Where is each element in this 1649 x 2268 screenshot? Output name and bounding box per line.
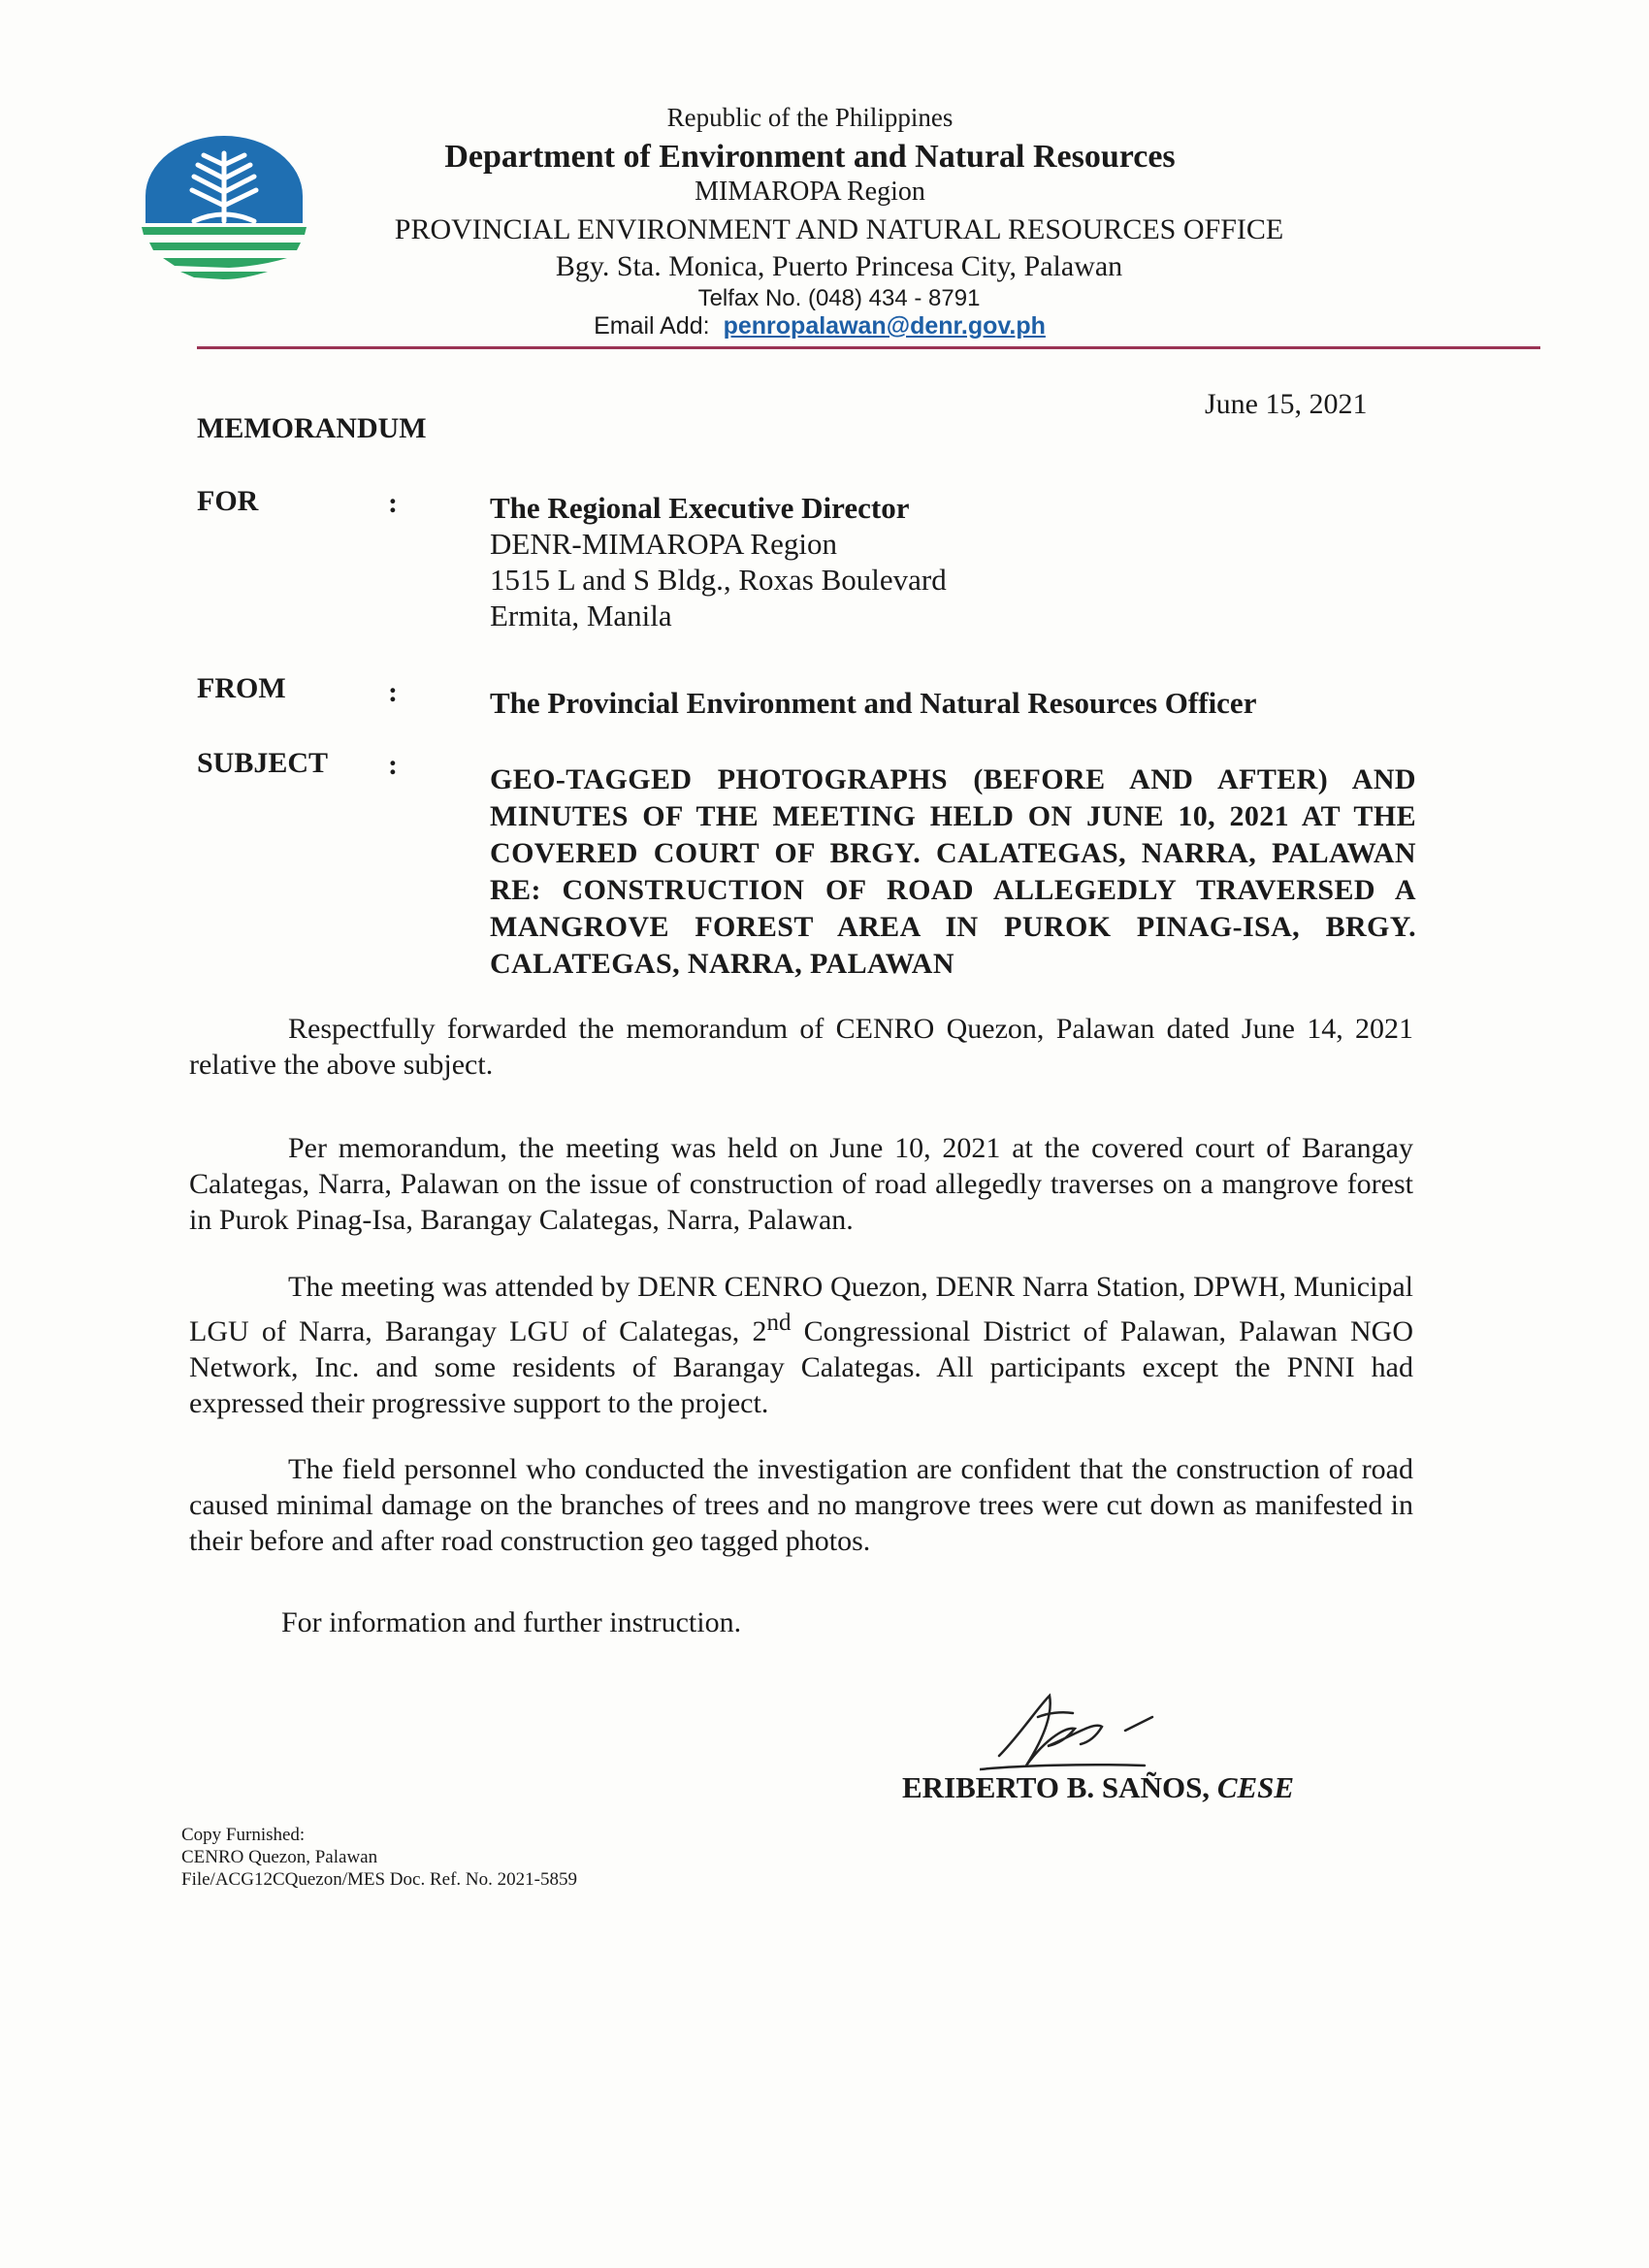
paragraph-1-text: Respectfully forwarded the memorandum of CENRO Quezon, Palawan dated June 14, 2021 relative the above subject. — [189, 1013, 1413, 1081]
letterhead-office: PROVINCIAL ENVIRONMENT AND NATURAL RESOURCES OFFICE — [394, 213, 1284, 245]
for-recipient — [490, 490, 947, 633]
copy-furnished-heading: Copy Furnished: — [181, 1825, 306, 1845]
from-colon: : — [388, 676, 398, 708]
recipient-office: DENR-MIMAROPA Region — [490, 527, 837, 561]
handwritten-signature — [980, 1688, 1174, 1775]
recipient-title: The Regional Executive Director — [490, 491, 910, 525]
letterhead-region: MIMAROPA Region — [695, 177, 925, 207]
memo-title: MEMORANDUM — [197, 412, 427, 444]
for-colon: : — [388, 487, 398, 519]
body-paragraph-4 — [189, 1451, 1413, 1559]
signatory-name — [902, 1770, 1294, 1805]
document-reference: File/ACG12CQuezon/MES Doc. Ref. No. 2021-5859 — [181, 1869, 577, 1890]
signatory-fullname: ERIBERTO B. SAÑOS, — [902, 1770, 1211, 1804]
subject-label: SUBJECT — [197, 747, 329, 779]
body-paragraph-2 — [189, 1130, 1413, 1238]
subject-text: GEO-TAGGED PHOTOGRAPHS (BEFORE AND AFTER) AND MINUTES OF THE MEETING HELD ON JUNE 10, 2021 AT THE COVERED COURT OF BRGY. CALATEGAS, NARRA, PALAWAN RE: CONSTRUCTION OF ROAD ALLEGEDLY TRAVERSED A MANGROVE FOREST AREA IN PUROK PINAG-ISA, BRGY. CALATEGAS, NARRA, PALAWAN — [490, 763, 1416, 980]
letterhead-republic: Republic of the Philippines — [666, 103, 954, 132]
email-link[interactable]: penropalawan@denr.gov.ph — [723, 312, 1046, 340]
body-paragraph-5: For information and further instruction. — [281, 1606, 742, 1638]
paragraph-3-text-a: The meeting was attended by DENR CENRO Quezon, DENR Narra Station, DPWH, Municipal LGU of Narra, Barangay LGU of Calategas, 2 — [189, 1271, 1413, 1347]
paragraph-3-text-b: Congressional District of Palawan, Palawan NGO Network, Inc. and some residents of Barangay Calategas. All participants except the PNNI had expressed their progressive support to the project. — [189, 1315, 1413, 1419]
subject-colon: : — [388, 749, 398, 781]
copy-furnished-recipient: CENRO Quezon, Palawan — [181, 1847, 378, 1867]
letterhead-department: Department of Environment and Natural Resources — [444, 139, 1176, 175]
letterhead-telfax: Telfax No. (048) 434 - 8791 — [697, 285, 981, 311]
email-label: Email Add: — [594, 312, 710, 340]
from-sender: The Provincial Environment and Natural Resources Officer — [490, 686, 1257, 720]
letterhead-rule — [197, 346, 1540, 349]
copy-furnished — [181, 1824, 577, 1891]
paragraph-3-superscript: nd — [766, 1310, 792, 1336]
body-paragraph-3 — [189, 1269, 1413, 1421]
letterhead-email-line — [78, 312, 1562, 340]
memo-date: June 15, 2021 — [1205, 388, 1368, 420]
body-paragraph-1 — [189, 1011, 1413, 1083]
letterhead-address: Bgy. Sta. Monica, Puerto Princesa City, Palawan — [555, 250, 1123, 282]
signatory-suffix: CESE — [1216, 1770, 1295, 1804]
paragraph-2-text: Per memorandum, the meeting was held on June 10, 2021 at the covered court of Barangay Calategas, Narra, Palawan on the issue of construction of road allegedly traverses on a mangrove forest in Purok Pinag-Isa, Barangay Calategas, Narra, Palawan. — [189, 1132, 1413, 1236]
paragraph-4-text: The field personnel who conducted the investigation are confident that the construction of road caused minimal damage on the branches of trees and no mangrove trees were cut down as manifested in their before and after road construction geo tagged photos. — [189, 1453, 1413, 1557]
for-label: FOR — [197, 485, 259, 517]
from-label: FROM — [197, 672, 286, 704]
recipient-street: 1515 L and S Bldg., Roxas Boulevard — [490, 563, 947, 597]
recipient-city: Ermita, Manila — [490, 599, 672, 632]
